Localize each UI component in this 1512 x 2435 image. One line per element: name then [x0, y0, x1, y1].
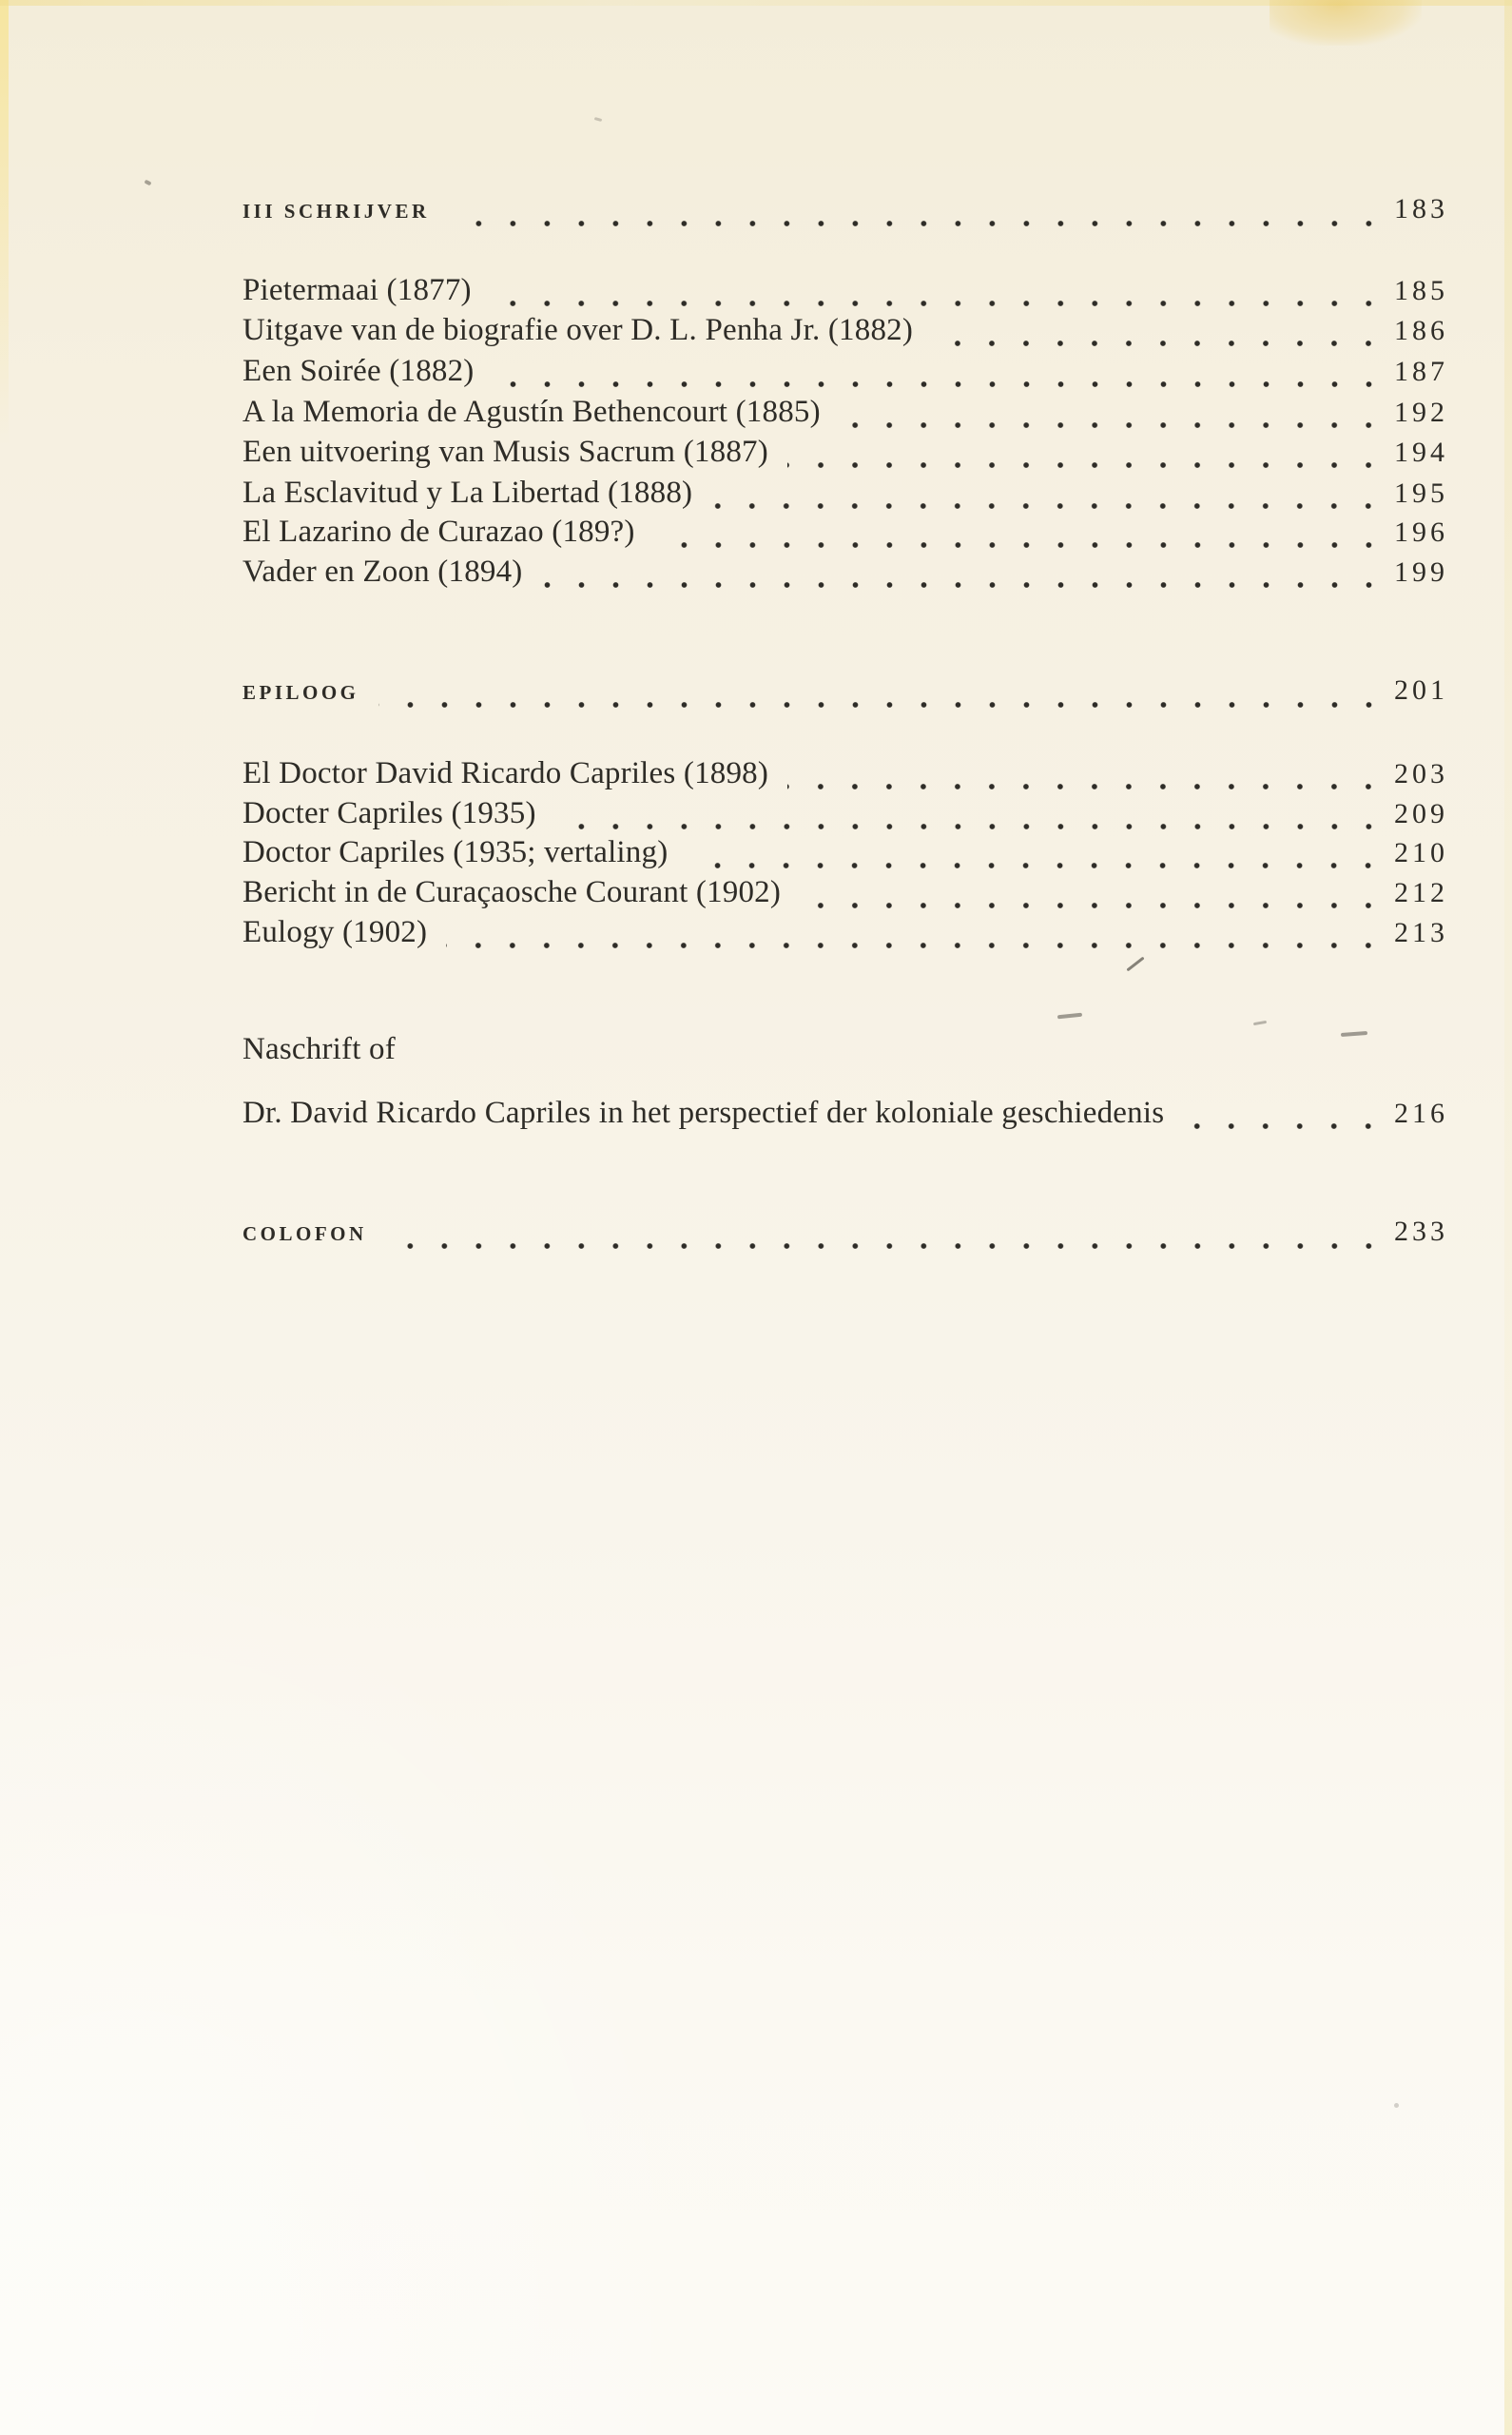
paper-speck: [594, 117, 603, 122]
naschrift-intro-text: Naschrift of: [242, 1032, 396, 1066]
paper-speck: [1394, 2103, 1399, 2108]
toc-entry-title: El Lazarino de Curazao (189?): [242, 515, 635, 549]
toc-entry-eulogy: [242, 915, 1448, 957]
page-number: 196: [1394, 516, 1448, 548]
toc-entry-docter-capriles: [242, 796, 1448, 838]
page-number: 212: [1394, 877, 1448, 908]
toc-entry-a-la-memoria: [242, 395, 1448, 437]
toc-entry-een-soiree: [242, 354, 1448, 396]
page-number: 201: [1394, 674, 1448, 706]
paper-stain-top-right: [1270, 0, 1422, 46]
leader-dots: [932, 341, 1374, 346]
toc-entry-uitgave-biografie: [242, 313, 1448, 355]
leader-dots: [787, 784, 1374, 789]
leader-dots: [654, 542, 1374, 548]
leader-dots: [787, 462, 1374, 468]
toc-entry-title: La Esclavitud y La Libertad (1888): [242, 476, 693, 510]
toc-entry-title: Uitgave van de biografie over D. L. Penha Jr. (1882): [242, 313, 914, 347]
toc-entry-vader-en-zoon: [242, 555, 1448, 596]
page-number: 209: [1394, 798, 1448, 829]
toc-entry-title: Bericht in de Curaçaosche Courant (1902): [242, 875, 782, 909]
leader-dots: [800, 903, 1374, 908]
toc-entry-el-doctor-capriles: [242, 756, 1448, 798]
leader-dots: [449, 221, 1374, 226]
page-number: 185: [1394, 275, 1448, 306]
toc-entry-title: Vader en Zoon (1894): [242, 555, 523, 589]
toc-entry-pietermaai: [242, 273, 1448, 315]
toc-entry-doctor-capriles-vertaling: [242, 835, 1448, 877]
toc-entry-title: Doctor Capriles (1935; vertaling): [242, 835, 669, 869]
page-number: 233: [1394, 1216, 1448, 1247]
toc-entry-el-lazarino: [242, 515, 1448, 556]
page-number: 216: [1394, 1098, 1448, 1129]
toc-entry-title: A la Memoria de Agustín Bethencourt (1885): [242, 395, 821, 429]
page-number: 186: [1394, 315, 1448, 346]
section-heading-label: III SCHRIJVER: [242, 200, 430, 223]
page-number: 194: [1394, 437, 1448, 468]
paper-edge-tint-right: [1504, 0, 1512, 2435]
leader-dots: [1183, 1123, 1374, 1129]
toc-entry-title: Eulogy (1902): [242, 915, 428, 949]
section-heading-label: COLOFON: [242, 1222, 367, 1245]
toc-entry-bericht-courant: [242, 875, 1448, 917]
leader-dots: [386, 1243, 1374, 1249]
toc-naschrift-intro: [242, 1032, 1448, 1074]
section-heading-label: EPILOOG: [242, 681, 359, 704]
page-number: 213: [1394, 917, 1448, 948]
leader-dots: [446, 943, 1374, 948]
toc-entry-title: Een uitvoering van Musis Sacrum (1887): [242, 435, 768, 469]
toc-entry-title: Pietermaai (1877): [242, 273, 472, 307]
leader-dots: [491, 301, 1374, 306]
leader-dots: [687, 863, 1374, 868]
toc-entry-title: El Doctor David Ricardo Capriles (1898): [242, 756, 769, 790]
pencil-mark: [1253, 1021, 1267, 1025]
page-number: 199: [1394, 556, 1448, 588]
leader-dots: [494, 381, 1375, 387]
page-number: 183: [1394, 193, 1448, 224]
leader-dots: [711, 503, 1374, 509]
pencil-mark: [1126, 957, 1144, 972]
paper-speck: [144, 180, 151, 186]
page-number: 187: [1394, 356, 1448, 387]
leader-dots: [542, 582, 1375, 588]
toc-entry-musis-sacrum: [242, 435, 1448, 477]
page-number: 210: [1394, 837, 1448, 868]
leader-dots: [378, 702, 1374, 708]
pencil-mark: [1057, 1013, 1082, 1020]
paper-edge-tint-left: [0, 0, 9, 495]
leader-dots: [555, 824, 1374, 829]
paper-sheen-bottom-left: [0, 1531, 723, 2435]
toc-entry-title: Docter Capriles (1935): [242, 796, 536, 830]
toc-entry-title: Een Soirée (1882): [242, 354, 475, 388]
toc-heading-colofon: [242, 1216, 1448, 1257]
page-number: 195: [1394, 477, 1448, 509]
toc-entry-dr-capriles-perspectief: [242, 1096, 1448, 1138]
page-number: 203: [1394, 758, 1448, 789]
toc-heading-schrijver: [242, 193, 1448, 235]
toc-heading-epiloog: [242, 674, 1448, 716]
toc-entry-la-esclavitud: [242, 476, 1448, 517]
page-number: 192: [1394, 397, 1448, 428]
toc-entry-title: Dr. David Ricardo Capriles in het perspectief der koloniale geschiedenis: [242, 1096, 1165, 1130]
leader-dots: [840, 422, 1374, 428]
